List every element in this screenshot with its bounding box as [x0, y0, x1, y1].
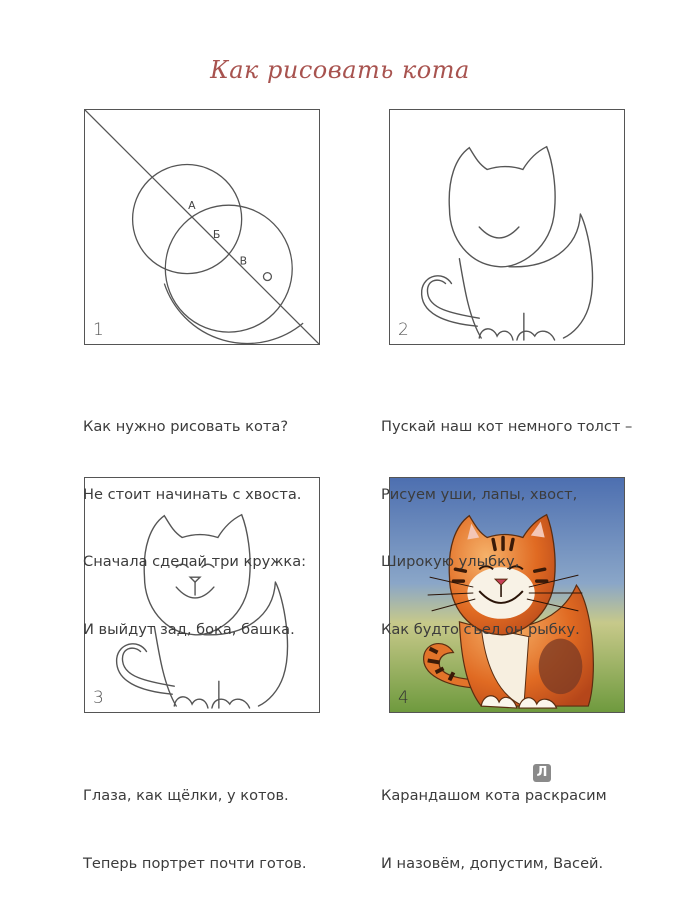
verse-line: Сначала сделай три кружка: [83, 553, 307, 570]
front-paw-right [517, 331, 555, 340]
front-paw-left [479, 329, 513, 340]
verse-line: И выйдут зад, бока, башка. [83, 620, 295, 638]
step-number: 2 [398, 320, 409, 340]
verse-line: И назовём, допустим, Васей. [381, 854, 604, 872]
verse-line: Глаза, как щёлки, у котов. [83, 787, 289, 804]
publisher-logo-icon: Л [533, 764, 551, 782]
step-2-drawing [390, 110, 624, 344]
step-number: 4 [398, 688, 409, 708]
verse-line: Широкую улыбку, [381, 553, 520, 570]
body-circle [165, 205, 292, 332]
verse-4 [381, 740, 607, 898]
step-1-panel [84, 109, 320, 345]
step-number: 1 [93, 320, 104, 340]
point-v-label: В [239, 254, 248, 268]
page-title: Как рисовать кота [210, 56, 470, 84]
step-2-panel [389, 109, 625, 345]
verse-3 [83, 740, 307, 898]
head-circle [133, 165, 242, 274]
hip-arc [164, 284, 303, 344]
head-outline [449, 147, 555, 267]
point-b-label: Б [212, 227, 221, 241]
verse-line: Карандашом кота раскрасим [381, 787, 607, 804]
verse-2 [381, 371, 632, 664]
step-number: 3 [93, 688, 104, 708]
verse-line: Теперь портрет почти готов. [83, 854, 307, 872]
body-outline [509, 214, 592, 338]
step-1-drawing [85, 110, 319, 344]
verse-line: Рисуем уши, лапы, хвост, [381, 485, 578, 503]
tail-outer [427, 280, 479, 318]
verse-line: Как будто съел он рыбку. [381, 620, 580, 638]
front-paw-right [212, 699, 250, 708]
verse-line: Как нужно рисовать кота? [83, 418, 289, 435]
verse-line: Пускай наш кот немного толст – [381, 418, 633, 435]
verse-1 [83, 371, 306, 664]
point-a-label: А [188, 199, 196, 213]
front-paw-left [174, 697, 208, 708]
diagonal-guide-line [85, 110, 319, 344]
verse-line: Не стоит начинать с хвоста. [83, 485, 302, 503]
smile-line [479, 227, 519, 238]
